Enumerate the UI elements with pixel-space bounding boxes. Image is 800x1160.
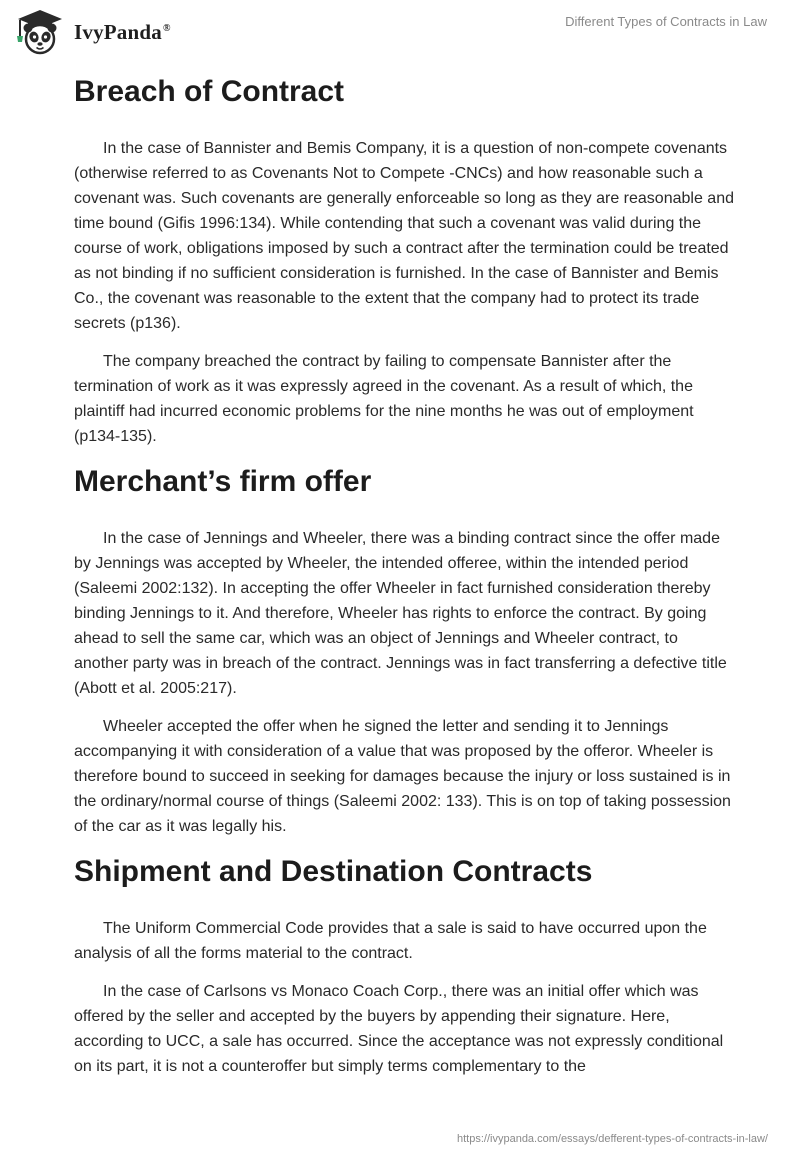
paragraph: In the case of Carlsons vs Monaco Coach Corp., there was an initial offer which was offered by the seller and accepted by the buyers by appending their signature. Here, according to UCC, a sale has occurred. Since the acceptance was not expressly conditional on its part, it is not a counteroffer but simply terms complementary to the <box>74 983 724 1075</box>
paragraph: In the case of Jennings and Wheeler, there was a binding contract since the offer made by Jennings was accepted by Wheeler, the intended offeree, within the intended period (Saleemi 2002:132). In accepting the offer Wheeler in fact furnished consideration thereby binding Jennings to it. And therefore, Wheeler has rights to enforce the contract. By going ahead to sell the same car, which was an object of Jennings and Wheeler contract, to another party was in breach of the contract. Jennings was in fact transferring a defective title (Abott et al. 2005:217). <box>74 530 727 697</box>
paragraph: Wheeler accepted the offer when he signed the letter and sending it to Jennings accompanying it with consideration of a value that was proposed by the offeror. Wheeler is therefore bound to succeed in seeking for damages because the injury or loss sustained is in the ordinary/normal course of things (Saleemi 2002: 133). This is on top of taking possession of the car as it was legally his. <box>74 718 731 835</box>
panda-graduate-icon <box>14 8 66 56</box>
essay-content <box>74 70 734 1079</box>
ivypanda-logo[interactable] <box>14 8 171 56</box>
registered-mark: ® <box>162 22 171 34</box>
page-header <box>0 0 800 60</box>
document-title: Different Types of Contracts in Law <box>565 14 767 29</box>
section-heading-merchants-firm-offer: Merchant’s firm offer <box>74 465 372 498</box>
paragraph: The Uniform Commercial Code provides that a sale is said to have occurred upon the analysis of all the forms material to the contract. <box>74 920 707 962</box>
section-heading-breach-of-contract: Breach of Contract <box>74 75 345 108</box>
paragraph: In the case of Bannister and Bemis Company, it is a question of non-compete covenants (otherwise referred to as Covenants Not to Compete -CNCs) and how reasonable such a covenant was. Such covenants are generally enforceable so long as they are reasonable and time bound (Gifis 1996:134). While contending that such a covenant was valid during the course of work, obligations imposed by such a contract after the termination could be treated as not binding if no sufficient consideration is furnished. In the case of Bannister and Bemis Co., the covenant was reasonable to the extent that the company had to protect its trade secrets (p136). <box>74 140 734 332</box>
section-heading-shipment-and-destination-contracts: Shipment and Destination Contracts <box>74 855 593 888</box>
paragraph: The company breached the contract by failing to compensate Bannister after the termination of work as it was expressly agreed in the covenant. As a result of which, the plaintiff had incurred economic problems for the nine months he was out of employment (p134-135). <box>74 353 694 445</box>
source-url[interactable]: https://ivypanda.com/essays/defferent-types-of-contracts-in-law/ <box>457 1133 768 1145</box>
brand-text: IvyPanda <box>74 19 162 44</box>
brand-name <box>74 20 171 45</box>
